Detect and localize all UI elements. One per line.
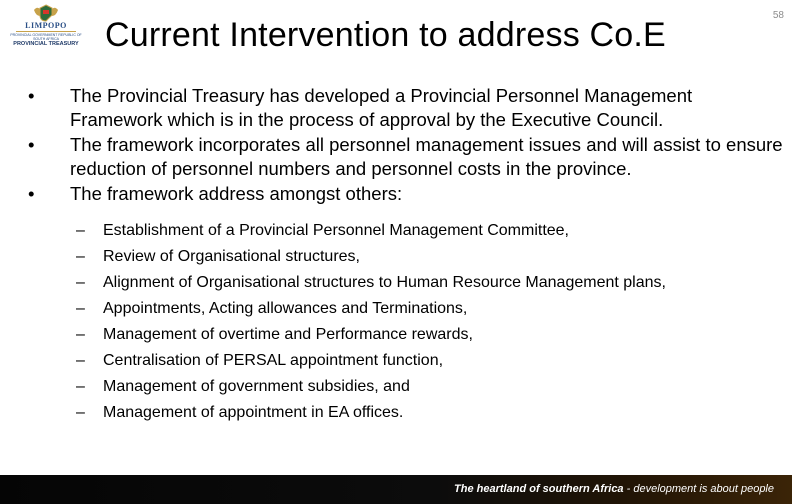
sub-bullet-text: Management of government subsidies, and [103, 378, 410, 395]
bullet-item [28, 133, 788, 180]
sub-bullet-item [76, 400, 666, 426]
bullet-item [28, 84, 788, 131]
footer-text [454, 483, 774, 495]
dash-marker: – [76, 300, 85, 317]
footer-slogan: - development is about people [623, 483, 774, 495]
dash-marker: – [76, 326, 85, 343]
sub-bullet-text: Review of Organisational structures, [103, 248, 360, 265]
bullet-text: The Provincial Treasury has developed a Provincial Personnel Management Framework which is in the process of approval by the Executive Council. [70, 85, 693, 130]
sub-bullet-text: Establishment of a Provincial Personnel Management Committee, [103, 222, 569, 239]
footer-banner [0, 475, 792, 504]
slide-number: 58 [772, 10, 784, 21]
dash-marker: – [76, 274, 85, 291]
sub-bullet-item [76, 322, 666, 348]
sub-bullet-item [76, 218, 666, 244]
logo-divider [16, 31, 76, 32]
coat-of-arms-icon [32, 4, 60, 22]
footer-tagline: The heartland of southern Africa [454, 483, 624, 495]
sub-bullet-item [76, 244, 666, 270]
logo-department: PROVINCIAL TREASURY [13, 41, 79, 47]
bullet-item [28, 182, 788, 206]
sub-bullet-item [76, 348, 666, 374]
sub-bullet-text: Appointments, Acting allowances and Terminations, [103, 300, 468, 317]
bullet-text: The framework incorporates all personnel management issues and will assist to ensure reduction of personnel numbers and personnel costs in the province. [70, 134, 783, 179]
dash-marker: – [76, 404, 85, 421]
dash-marker: – [76, 222, 85, 239]
sub-bullet-text: Management of appointment in EA offices. [103, 404, 404, 421]
bullet-text: The framework address amongst others: [70, 183, 403, 204]
sub-bullet-text: Management of overtime and Performance rewards, [103, 326, 473, 343]
dash-marker: – [76, 248, 85, 265]
sub-bullet-list [76, 218, 666, 426]
sub-bullet-text: Centralisation of PERSAL appointment function, [103, 352, 444, 369]
bullet-marker: • [28, 134, 35, 155]
sub-bullet-text: Alignment of Organisational structures to Human Resource Management plans, [103, 274, 666, 291]
logo [6, 4, 86, 50]
bullet-list [28, 84, 788, 208]
sub-bullet-item [76, 270, 666, 296]
logo-subtitle: PROVINCIAL GOVERNMENT REPUBLIC OF SOUTH AFRICA [10, 33, 82, 41]
slide-title: Current Intervention to address Co.E [105, 16, 666, 54]
dash-marker: – [76, 378, 85, 395]
sub-bullet-item [76, 374, 666, 400]
bullet-marker: • [28, 85, 35, 106]
dash-marker: – [76, 352, 85, 369]
sub-bullet-item [76, 296, 666, 322]
bullet-marker: • [28, 183, 35, 204]
logo-name: LIMPOPO [25, 21, 67, 30]
